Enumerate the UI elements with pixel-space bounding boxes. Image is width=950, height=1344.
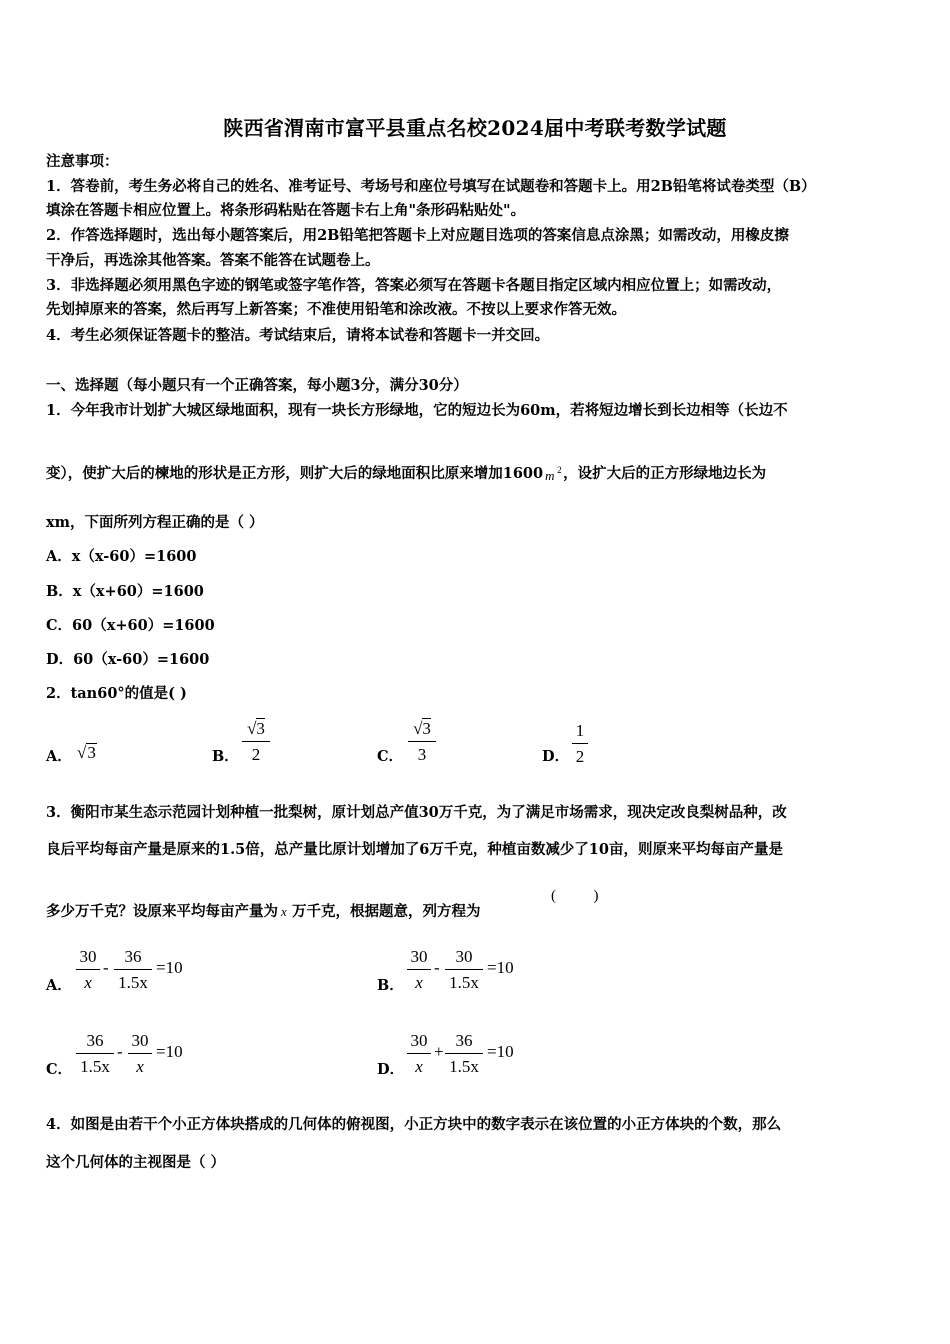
q3-option-c-frac2 [128,1030,152,1078]
q1-option-a: A．x（x-60）=1600 [46,548,197,565]
q3-option-d-frac1 [407,1030,431,1078]
q2-option-b-den: 2 [251,745,261,764]
den: 1.5x [449,973,479,992]
q3-option-b-frac1 [407,946,431,994]
q2-option-b-fraction: √3 2 [242,718,270,766]
notice-line: 干净后，再选涂其他答案。答案不能答在试题卷上。 [46,252,380,269]
q3-option-c-frac1 [76,1030,114,1078]
q3-line: 3．衡阳市某生态示范园计划种植一批梨树，原计划总产值30万千克，为了满足市场需求，现决定改良梨树品种，改 [46,804,787,821]
q1-option-d: D．60（x-60）=1600 [46,651,210,668]
q3-line: 良后平均每亩产量是原来的1.5倍，总产量比原计划增加了6万千克，种植亩数减少了10亩，则原来平均每亩产量是 [46,841,783,858]
q3-option-a-op: - [103,958,109,977]
notice-line: 先划掉原来的答案，然后再写上新答案；不准使用铅笔和涂改液。不按以上要求作答无效。 [46,301,626,318]
notice-line: 填涂在答题卡相应位置上。将条形码粘贴在答题卡右上角"条形码粘贴处"。 [46,202,526,219]
q4-line: 4．如图是由若干个小正方体块搭成的几何体的俯视图，小正方块中的数字表示在该位置的小正方体块的个数，那么 [46,1116,782,1133]
q2-option-a-radicand: 3 [87,743,96,762]
num: 36 [124,947,142,966]
q3-option-b-op: - [434,958,440,977]
q1-unit-sup: 2 [557,465,562,475]
q1-unit-m: m [545,468,555,483]
notice-line: 3．非选择题必须用黑色字迹的钢笔或签字笔作答，答案必须写在答题卡各题目指定区域内相应位置上；如需改动， [46,277,782,294]
den: x [136,1057,144,1076]
q3-option-c-op: - [117,1042,123,1061]
q2-option-c-num: 3 [422,719,431,738]
q3-text: 万千克，根据题意，列方程为 [292,903,481,920]
q2-option-c-fraction: √3 3 [408,718,436,766]
q3-option-b-label: B． [377,977,404,994]
notice-heading: 注意事项： [46,153,119,170]
q3-option-c-rhs: =10 [156,1042,183,1061]
num: 30 [410,1031,428,1050]
q1-line: xm，下面所列方程正确的是（ ） [46,514,264,531]
q2-option-d-label: D． [542,748,570,765]
num: 30 [79,947,97,966]
num: 30 [131,1031,149,1050]
q2-option-a: √3 [77,743,96,762]
q2-stem: 2．tan60°的值是( ) [46,685,187,702]
q2-option-c-den: 3 [417,745,427,764]
q3-option-d-frac2 [445,1030,483,1078]
den: 1.5x [118,973,148,992]
q3-option-d-op: + [434,1042,444,1061]
num: 36 [86,1031,104,1050]
q3-text: 多少万千克？设原来平均每亩产量为 [46,903,278,920]
num: 30 [455,947,473,966]
q3-option-b-rhs: =10 [487,958,514,977]
q2-option-c-label: C． [377,748,404,765]
q3-option-a-frac2 [114,946,152,994]
num: 30 [410,947,428,966]
q3-option-a-frac1 [76,946,100,994]
notice-line: 2．作答选择题时，选出每小题答案后，用2B铅笔把答题卡上对应题目选项的答案信息点涂黑；如需改动，用橡皮擦 [46,227,789,244]
notice-line: 4．考生必须保证答题卡的整洁。考试结束后，请将本试卷和答题卡一并交回。 [46,327,550,344]
q2-option-b-num: 3 [256,719,265,738]
notice-line: 1．答卷前，考生务必将自己的姓名、准考证号、考场号和座位号填写在试题卷和答题卡上。用2B铅笔将试卷类型（B） [46,178,816,195]
section-heading: 一、选择题（每小题只有一个正确答案，每小题3分，满分30分） [46,377,468,394]
den: 1.5x [449,1057,479,1076]
q2-option-d-fraction [572,720,588,768]
den: 1.5x [80,1057,110,1076]
q1-option-b: B．x（x+60）=1600 [46,583,204,600]
den: x [415,1057,423,1076]
q4-line: 这个几何体的主视图是（ ） [46,1154,226,1171]
q3-line [46,902,481,922]
den: x [84,973,92,992]
num: 36 [455,1031,473,1050]
q3-option-c-label: C． [46,1061,73,1078]
q1-option-c: C．60（x+60）=1600 [46,617,215,634]
q3-var: x [281,904,287,919]
q1-line: 1．今年我市计划扩大城区绿地面积，现有一块长方形绿地，它的短边长为60m，若将短边增长到长边相等（长边不 [46,402,788,419]
q2-option-d-den: 2 [575,747,585,766]
q1-text: ，设扩大后的正方形绿地边长为 [563,465,767,482]
page-title: 陕西省渭南市富平县重点名校2024届中考联考数学试题 [223,116,727,140]
q1-line [46,464,766,484]
q3-option-b-frac2 [445,946,483,994]
q2-option-b-label: B． [212,748,239,765]
q3-answer-paren: ( ) [551,888,599,904]
q2-option-a-label: A． [46,748,72,765]
den: x [415,973,423,992]
q3-option-a-rhs: =10 [156,958,183,977]
q1-text: 变），使扩大后的楝地的形状是正方形，则扩大后的绿地面积比原来增加1600 [46,465,544,482]
q2-option-d-num: 1 [575,721,585,740]
q3-option-d-label: D． [377,1061,405,1078]
q3-option-a-label: A． [46,977,72,994]
q3-option-d-rhs: =10 [487,1042,514,1061]
